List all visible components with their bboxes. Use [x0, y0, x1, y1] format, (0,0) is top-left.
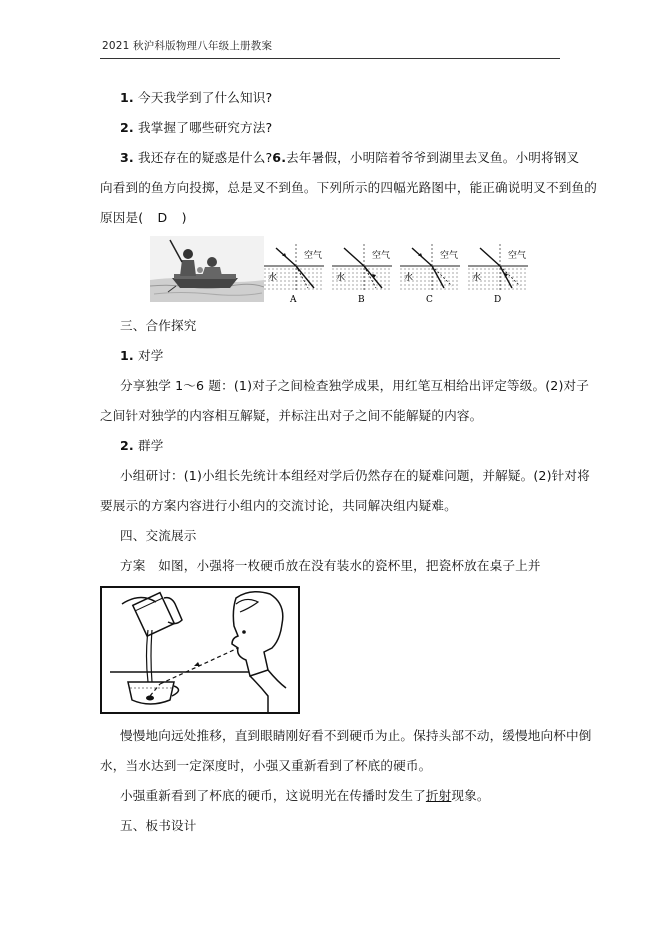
sub2-line-1: 小组研讨：(1)小组长先统计本组经对学后仍然存在的疑难问题，并解疑。(2)针对将 — [120, 468, 590, 483]
air-label-a: 空气 — [304, 251, 323, 261]
plan-conclusion — [120, 788, 490, 804]
ray-diagram-b — [332, 244, 392, 305]
sub1-number: 1. — [120, 348, 134, 363]
question-6-suffix: ) — [181, 210, 187, 225]
option-a-label: A — [290, 295, 297, 305]
plan-label: 方案 — [120, 558, 146, 573]
coin-cup-experiment-illustration — [100, 586, 300, 714]
sub1-line-2: 之间针对独学的内容相互解疑，并标注出对子之间不能解疑的内容。 — [100, 408, 483, 423]
question-6-line3 — [100, 210, 187, 226]
plan-line-1 — [120, 558, 541, 574]
question-6-text: 去年暑假，小明陪着爷爷到湖里去叉鱼。小明将钢叉 — [286, 150, 580, 165]
air-label-c: 空气 — [440, 251, 459, 261]
plan-line-2: 慢慢地向远处推移，直到眼睛刚好看不到硬币为止。保持头部不动，缓慢地向杯中倒 — [120, 728, 592, 743]
question-1-text: 今天我学到了什么知识? — [138, 90, 273, 105]
question-3-number: 3. — [120, 150, 134, 165]
water-label-c: 水 — [404, 273, 414, 283]
section-5-title: 五、板书设计 — [120, 818, 197, 833]
question-1-number: 1. — [120, 90, 134, 105]
ray-diagrams — [264, 244, 564, 306]
sub2-title: 群学 — [138, 438, 164, 453]
ray-diagram-d — [468, 244, 528, 305]
question-3 — [120, 150, 579, 166]
section-3-sub1-heading — [120, 348, 164, 364]
question-6-prefix: 原因是( — [100, 210, 144, 225]
question-2-text: 我掌握了哪些研究方法? — [138, 120, 273, 135]
ray-diagram-c — [400, 244, 460, 305]
option-b-label: B — [358, 295, 365, 305]
sub1-title: 对学 — [138, 348, 164, 363]
question-6-line2: 向看到的鱼方向投掷，总是叉不到鱼。下列所示的四幅光路图中，能正确说明叉不到鱼的 — [100, 180, 598, 195]
sub1-line-1: 分享独学 1～6 题：(1)对子之间检查独学成果，用红笔互相给出评定等级。(2)对子 — [120, 378, 590, 393]
sub2-line-2: 要展示的方案内容进行小组内的交流讨论，共同解决组内疑难。 — [100, 498, 457, 513]
conclusion-prefix: 小强重新看到了杯底的硬币，这说明光在传播时发生了 — [120, 788, 426, 803]
question-2-number: 2. — [120, 120, 134, 135]
plan-text-1: 如图，小强将一枚硬币放在没有装水的瓷杯里，把瓷杯放在桌子上并 — [158, 558, 541, 573]
section-3-sub2-heading — [120, 438, 164, 454]
question-6-number: 6. — [272, 150, 287, 165]
option-d-label: D — [494, 295, 502, 305]
conclusion-answer: 折射 — [425, 788, 452, 803]
section-3-title: 三、合作探究 — [120, 318, 197, 333]
water-label-d: 水 — [472, 273, 482, 283]
air-label-b: 空气 — [372, 251, 391, 261]
water-label-a: 水 — [268, 273, 278, 283]
option-c-label: C — [426, 295, 433, 305]
air-label-d: 空气 — [508, 251, 527, 261]
question-3-text: 我还存在的疑惑是什么? — [138, 150, 273, 165]
question-2 — [120, 120, 272, 136]
conclusion-suffix: 现象。 — [451, 788, 490, 803]
question-1 — [120, 90, 272, 106]
water-label-b: 水 — [336, 273, 346, 283]
fishing-boat-illustration — [150, 236, 264, 302]
question-6-answer: D — [157, 210, 168, 225]
section-4-title: 四、交流展示 — [120, 528, 197, 543]
page-header: 2021 秋沪科版物理八年级上册教案 — [102, 40, 273, 52]
plan-line-3: 水，当水达到一定深度时，小强又重新看到了杯底的硬币。 — [100, 758, 432, 773]
sub2-number: 2. — [120, 438, 134, 453]
ray-diagram-a — [264, 244, 324, 305]
header-rule — [100, 58, 560, 59]
